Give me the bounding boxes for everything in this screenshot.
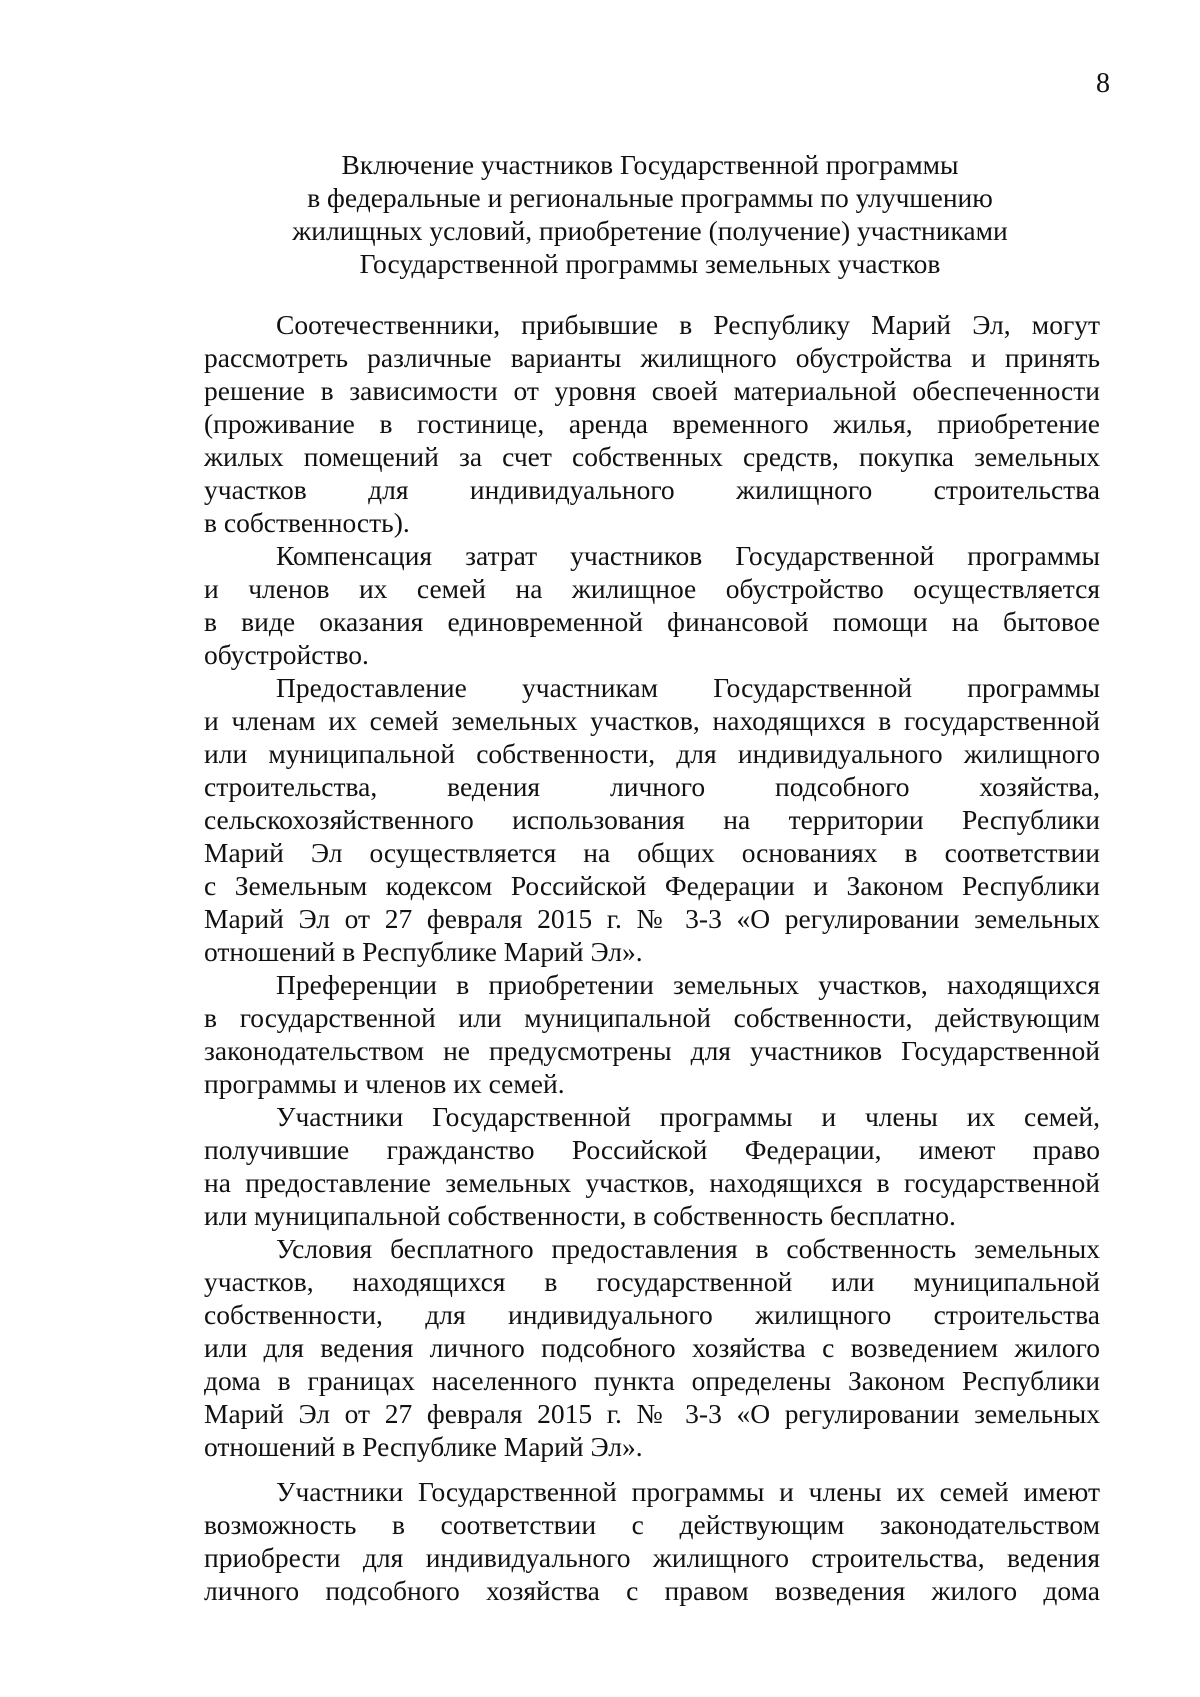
heading-line: Государственной программы земельных участков bbox=[359, 248, 941, 279]
paragraph-line: программы и членов их семей. bbox=[204, 1068, 565, 1099]
paragraph-line: Марий Эл от 27 февраля 2015 г. № 3-3 «О регулировании земельных bbox=[204, 903, 1100, 934]
paragraph-citizenship-right bbox=[204, 1100, 1100, 1232]
paragraph-line: строительства, ведения личного подсобного хозяйства, bbox=[204, 771, 1100, 802]
paragraph-line: законодательством не предусмотрены для участников Государственной bbox=[204, 1035, 1100, 1066]
paragraph-line: собственности, для индивидуального жилищного строительства bbox=[204, 1299, 1100, 1330]
paragraph-line: в государственной или муниципальной собственности, действующим bbox=[204, 1002, 1100, 1033]
paragraph-line: жилых помещений за счет собственных средств, покупка земельных bbox=[204, 441, 1100, 472]
paragraph-line: приобрести для индивидуального жилищного строительства, ведения bbox=[204, 1542, 1100, 1573]
paragraph-line: и членам их семей земельных участков, находящихся в государственной bbox=[204, 705, 1100, 736]
paragraph-line: личного подсобного хозяйства с правом возведения жилого дома bbox=[204, 1575, 1100, 1606]
paragraph-line: Участники Государственной программы и члены их семей имеют bbox=[276, 1476, 1100, 1507]
paragraph-line: на предоставление земельных участков, находящихся в государственной bbox=[204, 1167, 1100, 1198]
paragraph-line: обустройство. bbox=[204, 639, 369, 670]
paragraph-line: (проживание в гостинице, аренда временного жилья, приобретение bbox=[204, 408, 1100, 439]
paragraph-line: решение в зависимости от уровня своей материальной обеспеченности bbox=[204, 375, 1100, 406]
paragraph-line: Марий Эл от 27 февраля 2015 г. № 3-3 «О регулировании земельных bbox=[204, 1398, 1100, 1429]
heading-line: в федеральные и региональные программы по улучшению bbox=[307, 182, 993, 213]
paragraph-line: в виде оказания единовременной финансовой помощи на бытовое bbox=[204, 606, 1100, 637]
paragraph-line: рассмотреть различные варианты жилищного обустройства и принять bbox=[204, 342, 1100, 373]
paragraph-line: участков, находящихся в государственной или муниципальной bbox=[204, 1266, 1100, 1297]
paragraph-preferences bbox=[204, 968, 1100, 1100]
page-number: 8 bbox=[1096, 68, 1110, 99]
paragraph-line: Компенсация затрат участников Государственной программы bbox=[276, 540, 1100, 571]
paragraph-line: возможность в соответствии с действующим законодательством bbox=[204, 1509, 1100, 1540]
paragraph-line: или для ведения личного подсобного хозяйства с возведением жилого bbox=[204, 1332, 1100, 1363]
paragraph-purchase-option bbox=[204, 1475, 1100, 1607]
paragraph-line: в собственность). bbox=[204, 507, 410, 538]
document-body bbox=[204, 308, 1100, 1607]
paragraph-line: отношений в Республике Марий Эл». bbox=[204, 936, 643, 967]
paragraph-line: участков для индивидуального жилищного строительства bbox=[204, 474, 1100, 505]
paragraph-line: Марий Эл осуществляется на общих основаниях в соответствии bbox=[204, 837, 1100, 868]
paragraph-line: получившие гражданство Российской Федерации, имеют право bbox=[204, 1134, 1100, 1165]
paragraph-line: Преференции в приобретении земельных участков, находящихся bbox=[276, 969, 1100, 1000]
section-heading bbox=[200, 148, 1100, 280]
paragraph-line: Участники Государственной программы и члены их семей, bbox=[276, 1101, 1100, 1132]
paragraph-line: и членов их семей на жилищное обустройство осуществляется bbox=[204, 573, 1100, 604]
heading-line: жилищных условий, приобретение (получение) участниками bbox=[292, 215, 1008, 246]
paragraph-free-provision-conditions bbox=[204, 1232, 1100, 1463]
paragraph-line: Соотечественники, прибывшие в Республику Марий Эл, могут bbox=[276, 309, 1100, 340]
paragraph-housing-options bbox=[204, 308, 1100, 539]
paragraph-land-provision bbox=[204, 671, 1100, 968]
paragraph-compensation bbox=[204, 539, 1100, 671]
paragraph-line: Условия бесплатного предоставления в собственность земельных bbox=[276, 1233, 1100, 1264]
paragraph-line: с Земельным кодексом Российской Федерации и Законом Республики bbox=[204, 870, 1100, 901]
heading-line: Включение участников Государственной программы bbox=[341, 149, 959, 180]
paragraph-line: Предоставление участникам Государственной программы bbox=[276, 672, 1100, 703]
paragraph-line: сельскохозяйственного использования на территории Республики bbox=[204, 804, 1100, 835]
paragraph-line: отношений в Республике Марий Эл». bbox=[204, 1431, 643, 1462]
paragraph-line: дома в границах населенного пункта определены Законом Республики bbox=[204, 1365, 1100, 1396]
paragraph-line: или муниципальной собственности, для индивидуального жилищного bbox=[204, 738, 1100, 769]
paragraph-line: или муниципальной собственности, в собственность бесплатно. bbox=[204, 1200, 956, 1231]
